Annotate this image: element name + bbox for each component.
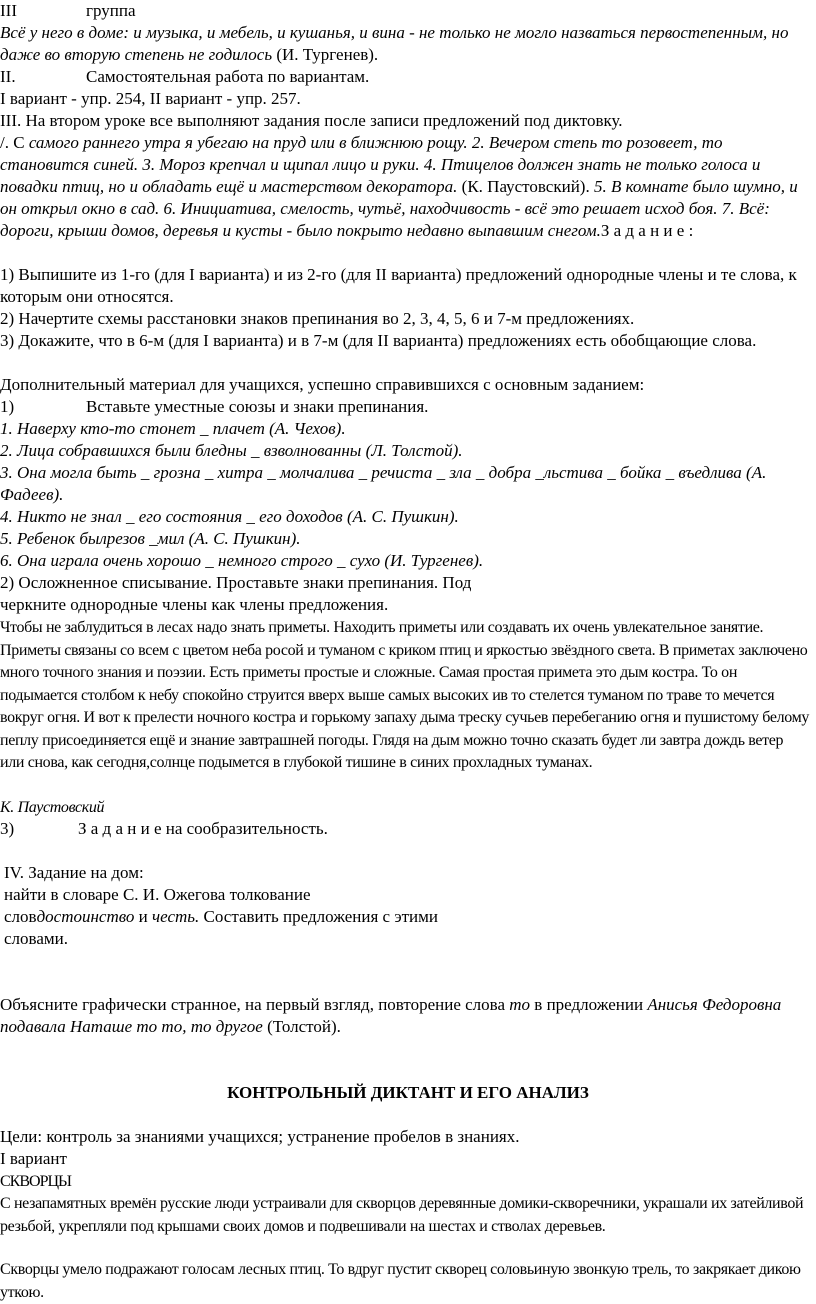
extra-task-2-line-1: 2) Осложненное списывание. Проставьте знаки препинания. Под: [0, 573, 472, 592]
homework-words-suffix: Составить предложения с этими: [199, 907, 438, 926]
dictation-text: [0, 132, 808, 242]
conjunction: и: [134, 907, 153, 926]
lesson-goals: Цели: контроль за знаниями учащихся; устранение пробелов в знаниях.: [0, 1127, 520, 1146]
dictation-author: (К. Паустовский).: [457, 177, 594, 196]
explain-text-2: в предложении: [530, 995, 648, 1014]
task-number: 3): [0, 819, 15, 838]
quote-text: Всё у него в доме: и музыка, и мебель, и кушанья, и вина - не только не могло назваться первостепенным, но даже во вторую степень не годилось: [0, 23, 789, 64]
task-1: 1) Выпишите из 1-го (для I варианта) и из 2-го (для II варианта) предложений однородные члены и те слова, к которым они относятся.: [0, 265, 797, 306]
homework-words-prefix: слов: [4, 907, 37, 926]
dictation-sentences-2: 5. В комнате было шумно, и он открыл окно в сад. 6. Инициатива, смелость, чутьё, находчивость - всё это решает исход боя. 7. Всё: дороги, крыши домов, деревья и кусты - было покрыто недавно выпавшим снегом.: [0, 177, 798, 240]
task-3: 3) Докажите, что в 6-м (для I варианта) и в 7-м (для II варианта) предложениях есть обобщающие слова.: [0, 331, 757, 350]
item-1: 1. Наверху кто-то стонет _ плачет (А. Чехов).: [0, 419, 346, 438]
word-chest: честь.: [152, 907, 200, 926]
task-text: З а д а н и е на сообразительность.: [78, 819, 328, 838]
extra-task-3: [0, 818, 328, 840]
section-ii: [0, 66, 370, 88]
task-number: 1): [0, 397, 15, 416]
section-heading: КОНТРОЛЬНЫЙ ДИКТАНТ И ЕГО АНАЛИЗ: [227, 1083, 589, 1102]
word-dostoinstvo: достоинство: [36, 907, 135, 926]
example-sentence: Анисья Федоровна подавала Наташе то то, то другое: [0, 995, 782, 1036]
homework-line-2: найти в словаре С. И. Ожегова толкование: [4, 885, 311, 904]
homework-line-3: [4, 906, 438, 928]
variant-exercises: I вариант - упр. 254, II вариант - упр. 257.: [0, 89, 301, 108]
dictation-title: СКВОРЦЫ: [0, 1173, 71, 1190]
item-6: 6. Она играла очень хорошо _ немного строго _ сухо (И. Тургенев).: [0, 551, 484, 570]
example-author: (Толстой).: [262, 1017, 341, 1036]
explain-task: [0, 994, 800, 1038]
section-title: Самостоятельная работа по вариантам.: [86, 67, 370, 86]
roman-numeral: III: [0, 1, 17, 20]
extra-material: Дополнительный материал для учащихся, успешно справившихся с основным заданием:: [0, 375, 645, 394]
group-word: группа: [86, 1, 136, 20]
item-5: 5. Ребенок былрезов _мил (А. С. Пушкин).: [0, 529, 301, 548]
dictation-prefix: /. С: [0, 133, 29, 152]
epigraph-quote: [0, 22, 790, 66]
dictation-paragraph-2: Скворцы умело подражают голосам лесных птиц. То вдруг пустит скворец соловьиную звонкую трель, то закрякает дикою уткою.: [0, 1261, 801, 1301]
item-3: 3. Она могла быть _ грозна _ хитра _ молчалива _ речиста _ зла _ добра _льстива _ бойка _ въедлива (А. Фадеев).: [0, 463, 767, 504]
paragraph-author: К. Паустовский: [0, 799, 105, 816]
variant-label: I вариант: [0, 1149, 67, 1168]
task-text: Вставьте уместные союзы и знаки препинания.: [86, 397, 429, 416]
quote-author: (И. Тургенев).: [276, 45, 379, 64]
section-number: [0, 0, 136, 22]
extra-task-1: [0, 396, 429, 418]
second-lesson-line: III. На втором уроке все выполняют задания после записи предложений под диктовку.: [0, 111, 623, 130]
item-4: 4. Никто не знал _ его состояния _ его доходов (А. С. Пушкин).: [0, 507, 459, 526]
task-2: 2) Начертите схемы расстановки знаков препинания во 2, 3, 4, 5, 6 и 7-м предложениях.: [0, 309, 635, 328]
task-label: З а д а н и е :: [600, 221, 694, 240]
homework-title: IV. Задание на дом:: [4, 863, 144, 882]
paustovsky-paragraph: Чтобы не заблудиться в лесах надо знать приметы. Находить приметы или создавать их очень увлекательное занятие. Приметы связаны со всем с цветом неба росой и туманом с криком птиц и яркостью звёздного света. В приметах заключено много точного знания и поэзии. Есть приметы простые и сложные. Самая простая примета это дым костра. То он подымается столбом к небу спокойно струится вверх выше самых высоких ив то стелется туманом по траве то мечется вокруг огня. И вот к прелести ночного костра и горькому запаху дыма треску сучьев перебеганию огня и пушистому белому пеплу присоединяется ещё и знание завтрашней погоды. Глядя на дым можно точно сказать будет ли завтра дождь ветер или снова, как сегодня,солнце подымется в глубокой тишине в синих прохладных туманах.: [0, 619, 810, 771]
dictation-sentences-1: самого раннего утра я убегаю на пруд или в ближнюю рощу. 2. Вечером степь то розовеет, то становится синей. 3. Мороз крепчал и щипал лицо и руки. 4. Птицелов должен знать не только голоса и повадки птиц, но и обладать ещё и мастерством декоратора.: [0, 133, 761, 196]
roman-numeral: II.: [0, 67, 16, 86]
word-to: то: [509, 995, 531, 1014]
extra-task-2-line-2: черкните однородные члены как члены предложения.: [0, 595, 389, 614]
explain-text-1: Объясните графически странное, на первый взгляд, повторение слова: [0, 995, 510, 1014]
dictation-paragraph-1: С незапамятных времён русские люди устраивали для скворцов деревянные домики-скворечники, украшали их затейливой резьбой, укрепляли под крышами своих домов и подвешивали на шестах и стволах деревьев.: [0, 1195, 804, 1235]
homework-line-4: словами.: [4, 929, 68, 948]
item-2: 2. Лица собравшихся были бледны _ взволнованны (Л. Толстой).: [0, 441, 463, 460]
